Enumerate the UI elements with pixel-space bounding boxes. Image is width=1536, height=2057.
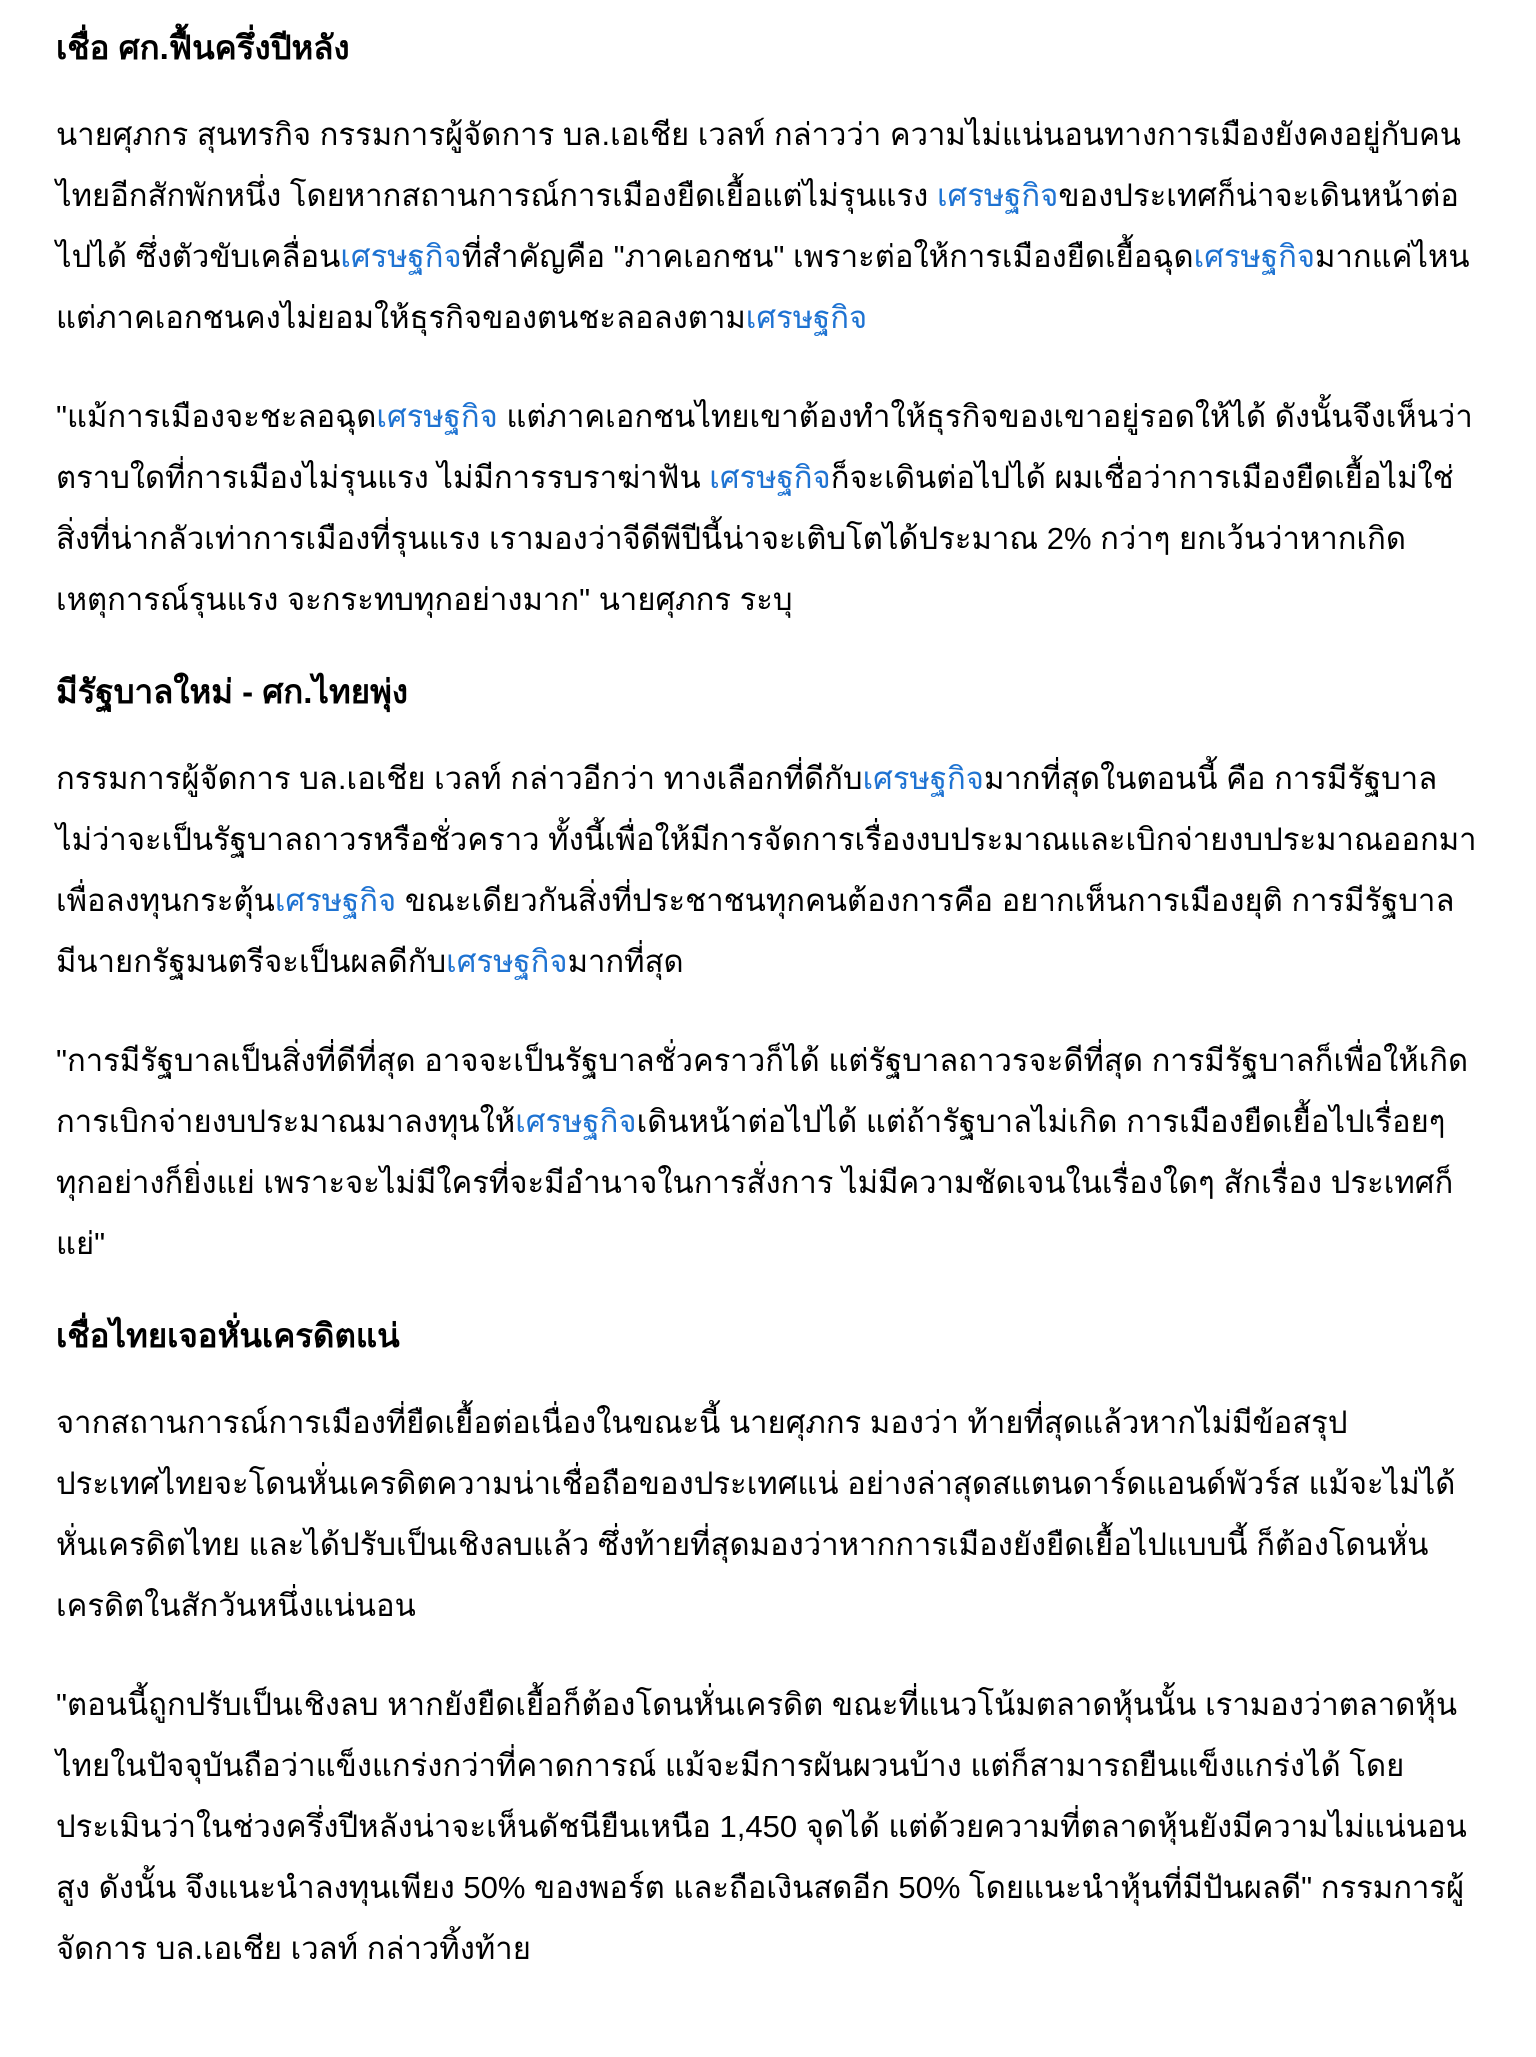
section [56, 1312, 1480, 1979]
text-segment: ที่สำคัญคือ "ภาคเอกชน" เพราะต่อให้การเมืองยืดเยื้อฉุด [461, 238, 1194, 274]
section [56, 24, 1480, 630]
economy-link[interactable]: เศรษฐกิจ [936, 177, 1059, 213]
economy-link[interactable]: เศรษฐกิจ [376, 398, 498, 434]
text-segment: กรรมการผู้จัดการ บล.เอเชีย เวลท์ กล่าวอีกว่า ทางเลือกที่ดีกับ [56, 760, 863, 796]
text-segment: ขณะเดียวกันสิ่งที่ประชาชนทุกคนต้องการคือ อยากเห็นการเมืองยุติ การมีรัฐบาล มีนายกรัฐมนตรีจะเป็นผลดีกับ [56, 882, 1455, 979]
text-segment: "แม้การเมืองจะชะลอฉุด [56, 398, 377, 434]
text-segment: แต่ภาคเอกชนไทยเขาต้องทำให้ธุรกิจของเขาอยู่รอดให้ได้ ดังนั้นจึงเห็นว่าตราบใดที่การเมืองไม่รุนแรง ไม่มีการรบราฆ่าฟัน [56, 398, 1473, 495]
paragraph [56, 104, 1480, 348]
section [56, 668, 1480, 1274]
text-segment: มากที่สุด [567, 943, 684, 979]
section-heading: มีรัฐบาลใหม่ - ศก.ไทยพุ่ง [56, 672, 408, 710]
section-heading: เชื่อไทยเจอหั่นเครดิตแน่ [56, 1316, 400, 1354]
economy-link[interactable]: เศรษฐกิจ [862, 760, 984, 796]
text-segment: "การมีรัฐบาลเป็นสิ่งที่ดีที่สุด อาจจะเป็นรัฐบาลชั่วคราวก็ได้ แต่รัฐบาลถาวรจะดีที่สุด การมีรัฐบาลก็เพื่อให้เกิดการเบิกจ่ายงบประมาณมาลงทุนให้ [56, 1042, 1469, 1139]
economy-link[interactable]: เศรษฐกิจ [515, 1103, 637, 1139]
article [56, 24, 1480, 1979]
paragraph [56, 1030, 1480, 1274]
text-segment: ก็จะเดินต่อไปได้ ผมเชื่อว่าการเมืองยืดเยื้อไม่ใช่สิ่งที่น่ากลัวเท่าการเมืองที่รุนแรง เรามองว่าจีดีพีปีนี้น่าจะเติบโตได้ประมาณ 2% กว่าๆ ยกเว้นว่าหากเกิดเหตุการณ์รุนแรง จะกระทบทุกอย่างมาก" นายศุภกร ระบุ [56, 459, 1454, 617]
paragraph [56, 386, 1480, 630]
economy-link[interactable]: เศรษฐกิจ [745, 299, 868, 335]
section-heading: เชื่อ ศก.ฟื้นครึ่งปีหลัง [56, 29, 350, 66]
paragraph [56, 1674, 1480, 1979]
text-segment: มากแค่ไหน แต่ภาคเอกชนคงไม่ยอมให้ธุรกิจของตนชะลอลงตาม [56, 238, 1470, 335]
economy-link[interactable]: เศรษฐกิจ [1193, 238, 1316, 274]
text-segment: ของประเทศก็น่าจะเดินหน้าต่อไปได้ ซึ่งตัวขับเคลื่อน [56, 177, 1459, 274]
paragraph [56, 1392, 1480, 1636]
text-segment: "ตอนนี้ถูกปรับเป็นเชิงลบ หากยังยืดเยื้อก็ต้องโดนหั่นเครดิต ขณะที่แนวโน้มตลาดหุ้นนั้น เรามองว่าตลาดหุ้นไทยในปัจจุบันถือว่าแข็งแกร่งกว่าที่คาดการณ์ แม้จะมีการผันผวนบ้าง แต่ก็สามารถยืนแข็งแกร่งได้ โดยประเมินว่าในช่วงครึ่งปีหลังน่าจะเห็นดัชนียืนเหนือ 1,450 จุดได้ แต่ด้วยความที่ตลาดหุ้นยังมีความไม่แน่นอนสูง ดังนั้น จึงแนะนำลงทุนเพียง 50% ของพอร์ต และถือเงินสดอีก 50% โดยแนะนำหุ้นที่มีปันผลดี" กรรมการผู้จัดการ บล.เอเชีย เวลท์ กล่าวทิ้งท้าย [56, 1686, 1467, 1966]
paragraph [56, 748, 1480, 992]
economy-link[interactable]: เศรษฐกิจ [446, 943, 568, 979]
text-segment: จากสถานการณ์การเมืองที่ยืดเยื้อต่อเนื่องในขณะนี้ นายศุภกร มองว่า ท้ายที่สุดแล้วหากไม่มีข้อสรุป ประเทศไทยจะโดนหั่นเครดิตความน่าเชื่อถือของประเทศแน่ อย่างล่าสุดสแตนดาร์ดแอนด์พัวร์ส แม้จะไม่ได้หั่นเครดิตไทย และได้ปรับเป็นเชิงลบแล้ว ซึ่งท้ายที่สุดมองว่าหากการเมืองยังยืดเยื้อไปแบบนี้ ก็ต้องโดนหั่นเครดิตในสักวันหนึ่งแน่นอน [56, 1404, 1456, 1623]
text-segment: นายศุภกร สุนทรกิจ กรรมการผู้จัดการ บล.เอเชีย เวลท์ กล่าวว่า ความไม่แน่นอนทางการเมืองยังคงอยู่กับคนไทยอีกสักพักหนึ่ง โดยหากสถานการณ์การเมืองยืดเยื้อแต่ไม่รุนแรง [56, 116, 1461, 213]
economy-link[interactable]: เศรษฐกิจ [274, 882, 397, 918]
text-segment: เดินหน้าต่อไปได้ แต่ถ้ารัฐบาลไม่เกิด การเมืองยืดเยื้อไปเรื่อยๆ ทุกอย่างก็ยิ่งแย่ เพราะจะไม่มีใครที่จะมีอำนาจในการสั่งการ ไม่มีความชัดเจนในเรื่องใดๆ สักเรื่อง ประเทศก็แย่" [56, 1103, 1454, 1261]
economy-link[interactable]: เศรษฐกิจ [340, 238, 462, 274]
text-segment: มากที่สุดในตอนนี้ คือ การมีรัฐบาล ไม่ว่าจะเป็นรัฐบาลถาวรหรือชั่วคราว ทั้งนี้เพื่อให้มีการจัดการเรื่องงบประมาณและเบิกจ่ายงบประมาณออกมาเพื่อลงทุนกระตุ้น [56, 760, 1477, 918]
economy-link[interactable]: เศรษฐกิจ [709, 459, 831, 495]
